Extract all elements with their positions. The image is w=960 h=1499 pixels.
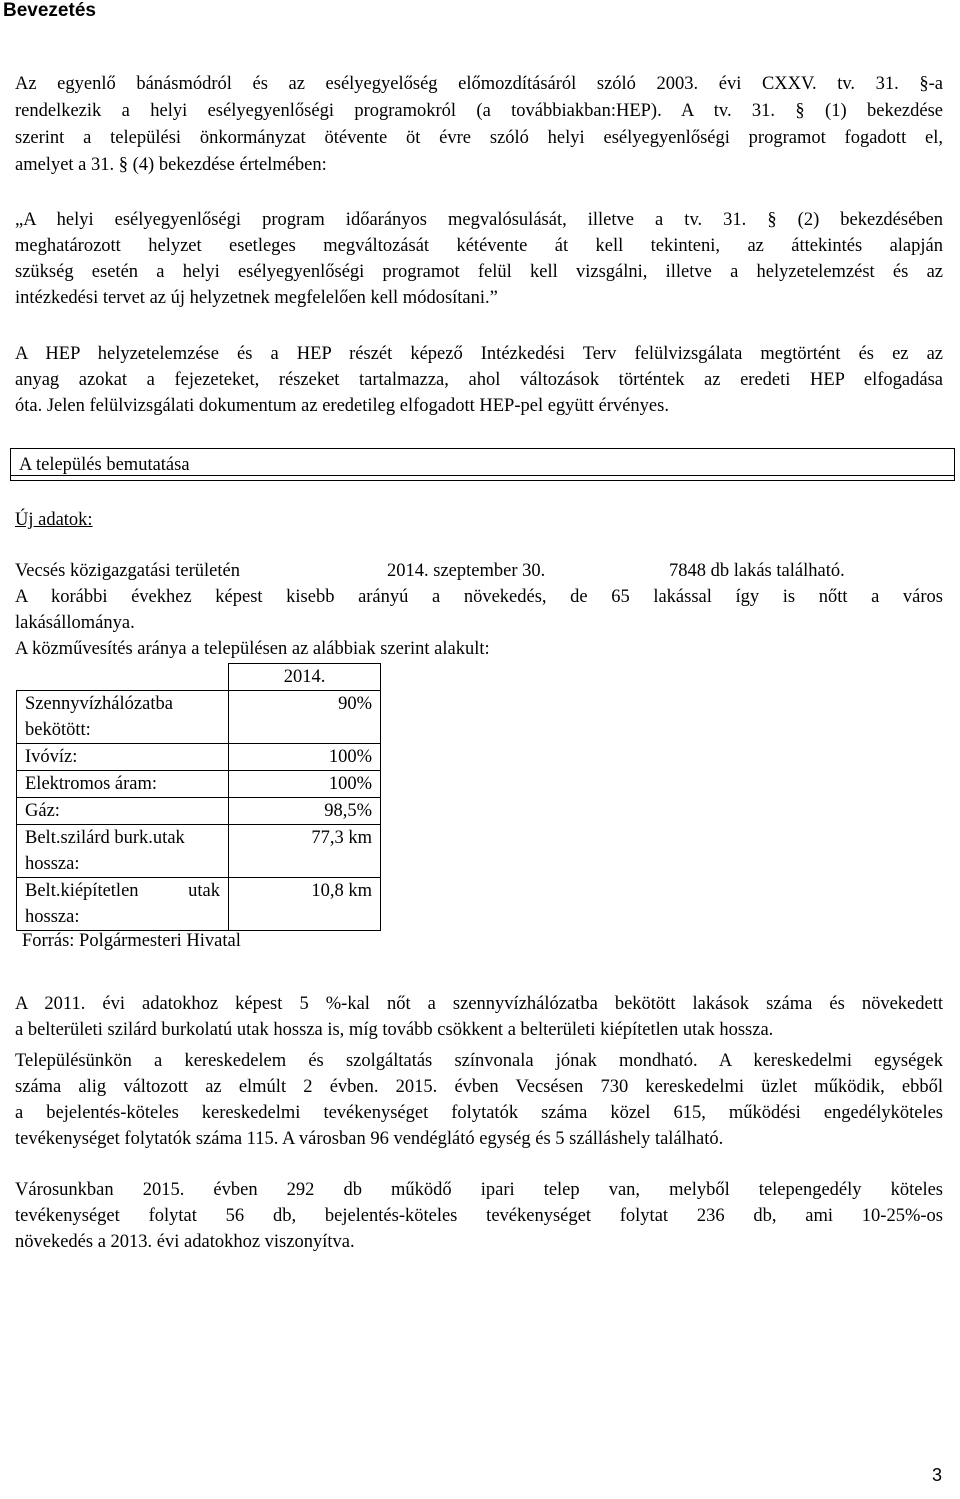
- table-source: Forrás: Polgármesteri Hivatal: [22, 931, 241, 951]
- commerce-line-4: tevékenységet folytatók száma 115. A városban 96 vendéglátó egység és 5 szálláshely található.: [15, 1129, 724, 1149]
- section-header-box: [10, 448, 955, 481]
- table-row: [17, 798, 381, 825]
- table-cell-value: 90%: [229, 691, 381, 744]
- commerce-line-1: Településünkön a kereskedelem és szolgáltatás színvonala jónak mondható. A kereskedelmi egységek: [15, 1051, 943, 1071]
- table-header-empty: [17, 664, 229, 691]
- industry-line-1: Városunkban 2015. évben 292 db működő ipari telep van, melyből telepengedély köteles: [15, 1180, 943, 1200]
- housing-line-4: A közművesítés aránya a településen az alábbiak szerint alakult:: [15, 639, 490, 659]
- hep-line-2: anyag azokat a fejezeteket, részeket tartalmazza, ahol változások történtek az eredeti HEP elfogadása: [15, 370, 943, 390]
- para2011-line-2: a belterületi szilárd burkolatú utak hossza is, míg tovább csökkent a belterületi kiépítetlen utak hossza.: [15, 1020, 774, 1040]
- table-cell-value: 100%: [229, 744, 381, 771]
- housing-line-2: A korábbi évekhez képest kisebb arányú a növekedés, de 65 lakással így is nőtt a város: [15, 587, 943, 607]
- table-cell-label: Gáz:: [17, 798, 229, 825]
- table-cell-label: Elektromos áram:: [17, 771, 229, 798]
- quote-line-2: meghatározott helyzet esetleges megváltozását kétévente át kell tekinteni, az áttekintés alapján: [15, 236, 943, 256]
- table-cell-value: 77,3 km: [229, 825, 381, 878]
- housing-date: 2014. szeptember 30.: [387, 561, 546, 581]
- industry-line-3: növekedés a 2013. évi adatokhoz viszonyítva.: [15, 1232, 355, 1252]
- page-heading: Bevezetés: [3, 0, 96, 21]
- page-number: 3: [932, 1465, 943, 1485]
- quote-line-1: „A helyi esélyegyenlőségi program időarányos megvalósulását, illetve a tv. 31. § (2) bekezdésében: [15, 210, 943, 230]
- table-cell-label: Belt.szilárd burk.utak hossza:: [17, 825, 229, 878]
- housing-count: 7848 db lakás található.: [669, 561, 845, 581]
- commerce-line-3: a bejelentés-köteles kereskedelmi tevékenységet folytatók száma közel 615, működési engedélyköteles: [15, 1103, 943, 1123]
- table-row: [17, 878, 381, 931]
- quote-line-3: szükség esetén a helyi esélyegyenlőségi programot felül kell vizsgálni, illetve a helyzetelemzést és az: [15, 262, 943, 282]
- table-year-header: 2014.: [229, 664, 381, 691]
- industry-line-2: tevékenységet folytat 56 db, bejelentés-köteles tevékenységet folytat 236 db, ami 10-25%-os: [15, 1206, 943, 1226]
- section-header-rule: [11, 475, 954, 476]
- intro-line-4: amelyet a 31. § (4) bekezdése értelmében:: [15, 155, 327, 175]
- table-cell-label: Ivóvíz:: [17, 744, 229, 771]
- section-title: A település bemutatása: [19, 455, 190, 475]
- intro-line-3: szerint a települési önkormányzat ötévente öt évre szóló helyi esélyegyenlőségi programot fogadott el,: [15, 128, 943, 148]
- table-cell-value: 100%: [229, 771, 381, 798]
- hep-line-3: óta. Jelen felülvizsgálati dokumentum az eredetileg elfogadott HEP-pel együtt érvényes.: [15, 396, 669, 416]
- table-row: [17, 691, 381, 744]
- table-row: [17, 744, 381, 771]
- intro-line-1: Az egyenlő bánásmódról és az esélyegyelőség előmozdításáról szóló 2003. évi CXXV. tv. 31. §-a: [15, 74, 943, 94]
- table-cell-label: Szennyvízhálózatba bekötött:: [17, 691, 229, 744]
- hep-line-1: A HEP helyzetelemzése és a HEP részét képező Intézkedési Terv felülvizsgálata megtörtént és ez az: [15, 344, 943, 364]
- new-data-label: Új adatok:: [15, 510, 93, 530]
- table-row: [17, 771, 381, 798]
- intro-line-2: rendelkezik a helyi esélyegyenlőségi programokról (a továbbiakban:HEP). A tv. 31. § (1) bekezdése: [15, 101, 943, 121]
- table-header-row: [17, 664, 381, 691]
- table-cell-label: Belt.kiépítetlen utak hossza:: [17, 878, 229, 931]
- housing-line-3: lakásállománya.: [15, 613, 135, 633]
- table-cell-value: 10,8 km: [229, 878, 381, 931]
- housing-area-text: Vecsés közigazgatási területén: [15, 561, 240, 581]
- table-row: [17, 825, 381, 878]
- utilities-table: [16, 663, 381, 931]
- table-cell-value: 98,5%: [229, 798, 381, 825]
- para2011-line-1: A 2011. évi adatokhoz képest 5 %-kal nőt a szennyvízhálózatba bekötött lakások száma és növekedett: [15, 994, 943, 1014]
- quote-line-4: intézkedési tervet az új helyzetnek megfelelően kell módosítani.”: [15, 288, 498, 308]
- commerce-line-2: száma alig változott az elmúlt 2 évben. 2015. évben Vecsésen 730 kereskedelmi üzlet működik, ebből: [15, 1077, 943, 1097]
